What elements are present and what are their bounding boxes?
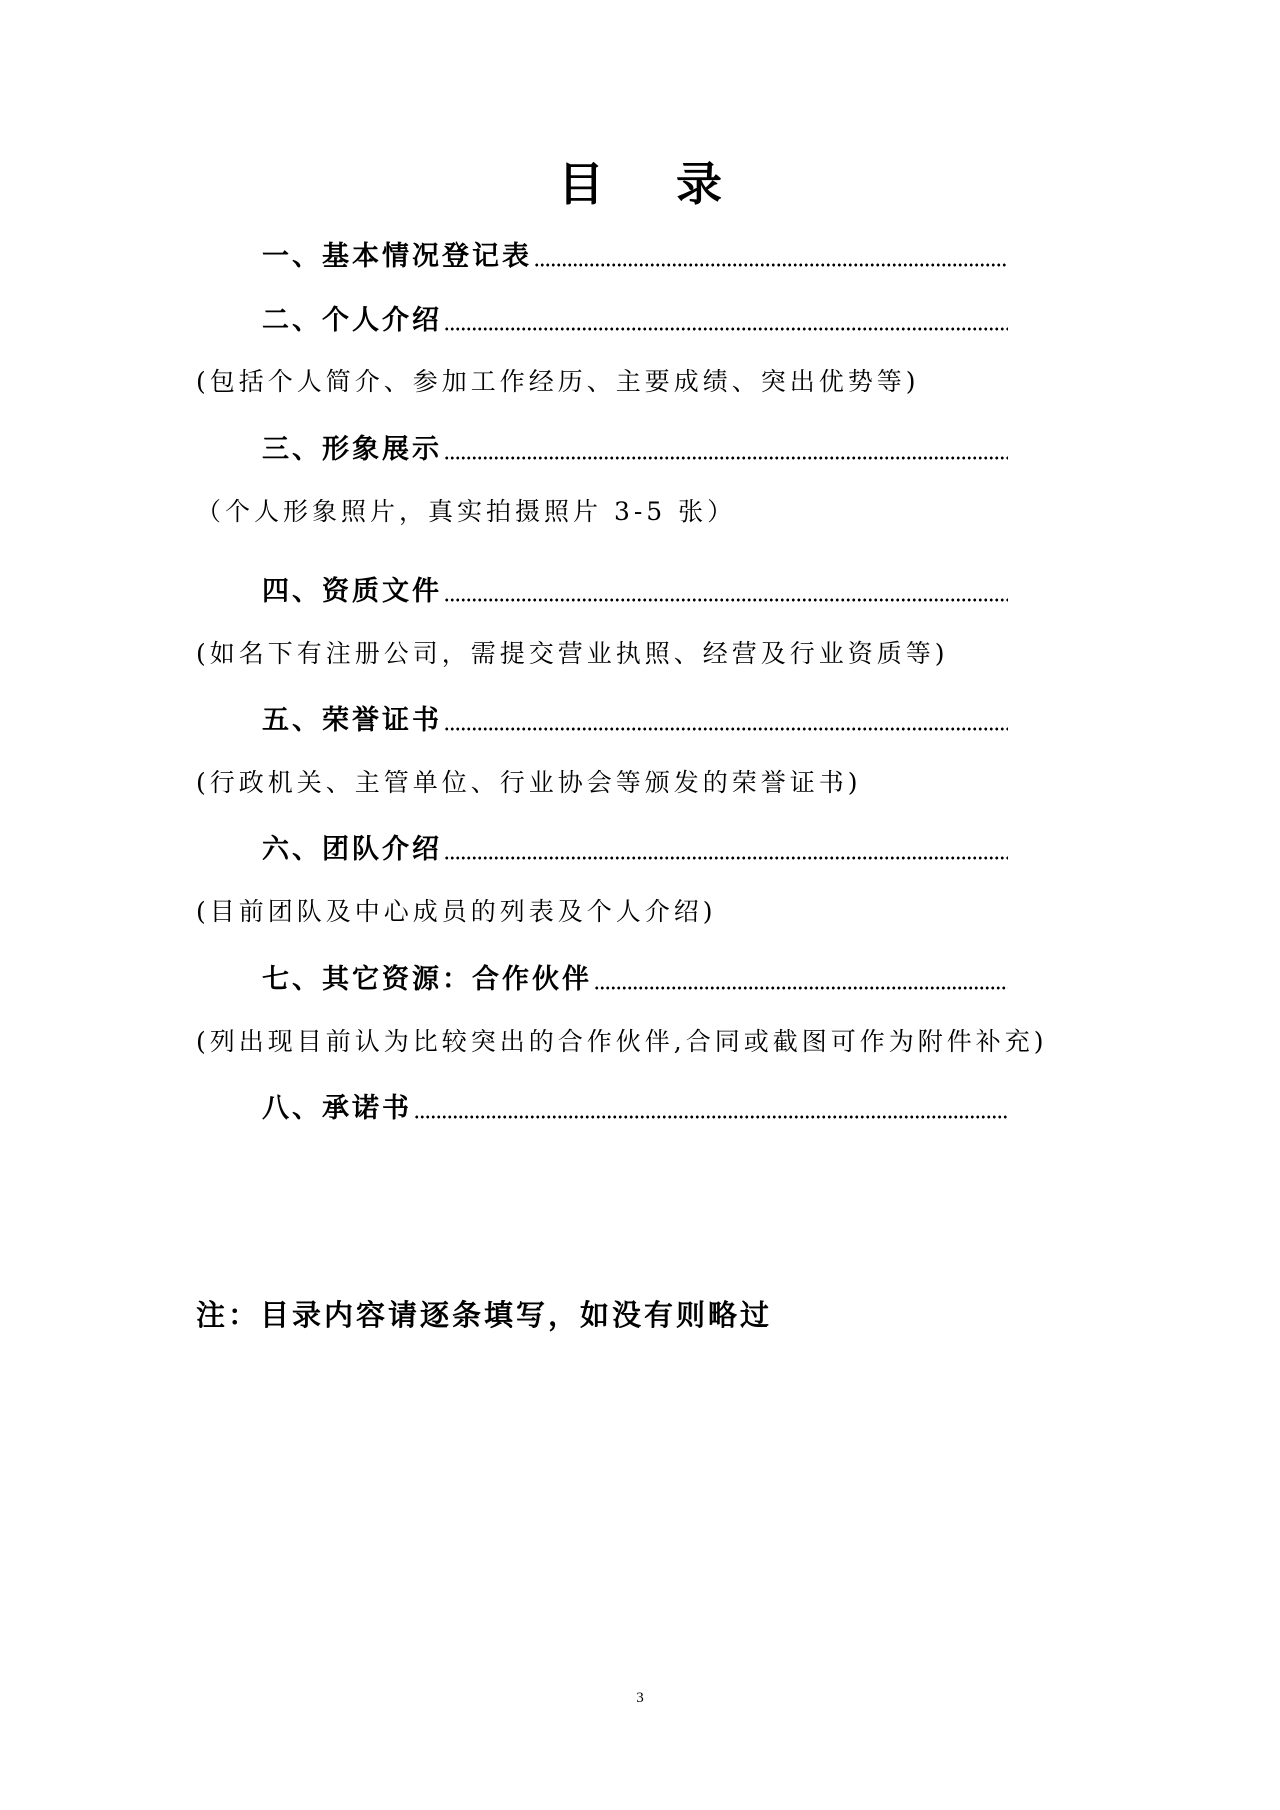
toc-entry-note: (如名下有注册公司，需提交营业执照、经营及行业资质等)	[196, 639, 949, 668]
toc-entry-label: 四、资质文件	[262, 576, 442, 607]
dot-leader	[444, 327, 1008, 331]
dot-leader	[444, 856, 1008, 860]
toc-entry-honors	[262, 697, 1008, 737]
toc-entry-qualifications	[262, 568, 1008, 608]
toc-entry-note: （个人形象照片，真实拍摄照片 3-5 张）	[196, 497, 737, 526]
toc-entry-label: 七、其它资源：合作伙伴	[262, 964, 592, 995]
toc-entry-label: 一、基本情况登记表	[262, 241, 532, 272]
toc-entry-note: (包括个人简介、参加工作经历、主要成绩、突出优势等)	[196, 367, 920, 396]
toc-entry-image-display	[262, 426, 1008, 466]
toc-entry-team	[262, 826, 1008, 866]
toc-entry-personal-intro	[262, 297, 1008, 337]
dot-leader	[534, 263, 1008, 267]
dot-leader	[594, 986, 1008, 990]
toc-entry-label: 三、形象展示	[262, 434, 442, 465]
dot-leader	[444, 598, 1008, 602]
toc-entry-basic-info	[262, 233, 1008, 273]
dot-leader	[444, 456, 1008, 460]
toc-entry-note: (目前团队及中心成员的列表及个人介绍)	[196, 897, 717, 926]
toc-entry-note: (行政机关、主管单位、行业协会等颁发的荣誉证书)	[196, 768, 862, 797]
toc-entry-note: (列出现目前认为比较突出的合作伙伴,合同或截图可作为附件补充)	[196, 1027, 1048, 1056]
toc-entry-label: 八、承诺书	[262, 1093, 412, 1124]
toc-entry-commitment	[262, 1085, 1008, 1125]
toc-title: 目 录	[557, 157, 750, 211]
toc-entry-label: 六、团队介绍	[262, 834, 442, 865]
toc-entry-label: 二、个人介绍	[262, 305, 442, 336]
toc-entry-partners	[262, 956, 1008, 996]
page-number: 3	[636, 1690, 644, 1706]
dot-leader	[414, 1115, 1008, 1119]
footnote: 注：目录内容请逐条填写，如没有则略过	[196, 1298, 773, 1332]
toc-entry-label: 五、荣誉证书	[262, 705, 442, 736]
dot-leader	[444, 727, 1008, 731]
